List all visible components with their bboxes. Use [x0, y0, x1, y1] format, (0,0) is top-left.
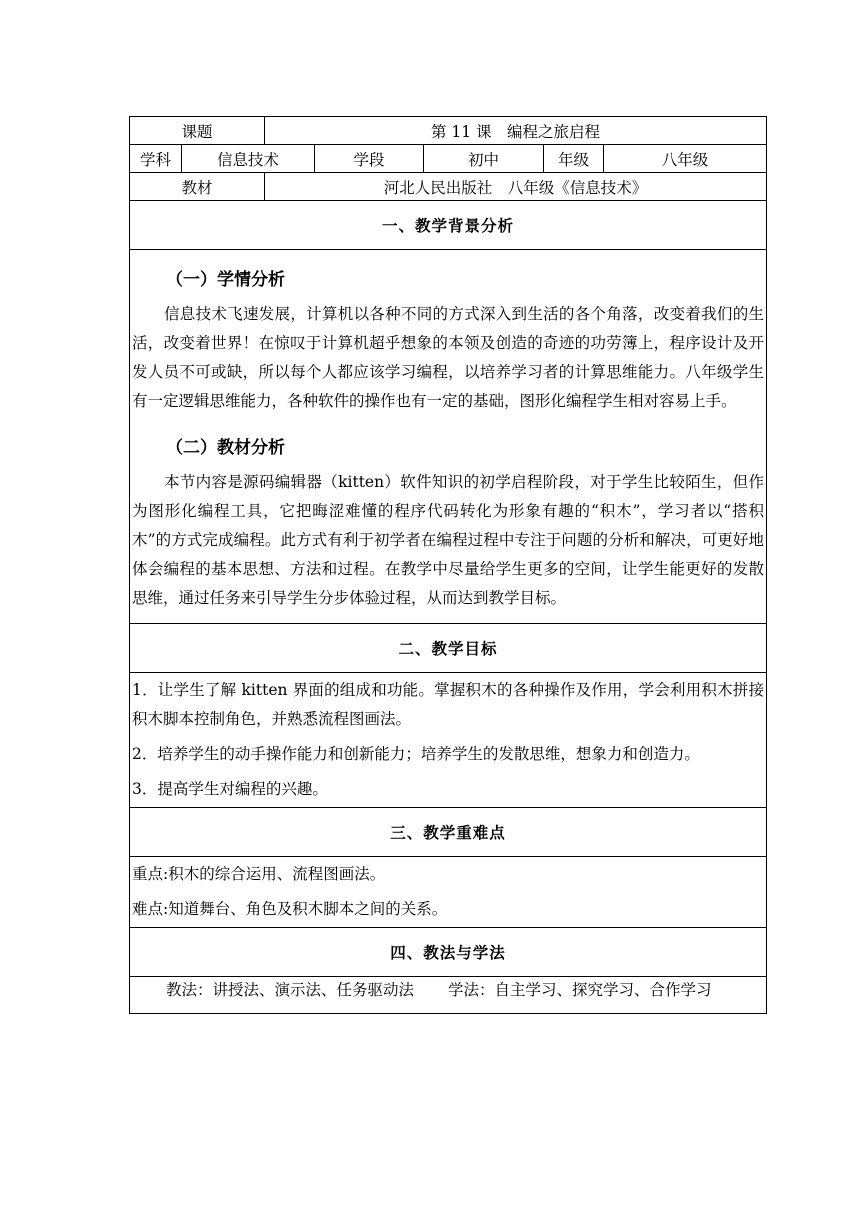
section-title-methods: 四、教法与学法	[130, 928, 767, 977]
objective-item: 1．让学生了解 kitten 界面的组成和功能。掌握积木的各种操作及作用，学会利用积木拼接积木脚本控制角色，并熟悉流程图画法。	[132, 681, 765, 728]
subheading-student-analysis: （一）学情分析	[166, 270, 285, 290]
objective-item: 3．提高学生对编程的兴趣。	[132, 780, 328, 798]
lesson-plan-document	[129, 116, 766, 1014]
textbook-value: 河北人民出版社 八年级《信息技术》	[265, 173, 767, 201]
textbook-row	[130, 173, 767, 201]
stage-label: 学段	[315, 145, 424, 173]
section-methods-body	[130, 977, 767, 1014]
student-analysis-text: 信息技术飞速发展，计算机以各种不同的方式深入到生活的各个角落，改变着我们的生活，改变着世界！在惊叹于计算机超乎想象的本领及创造的奇迹的功劳簿上，程序设计及开发人员不可或缺，所以每个人都应该学习编程，以培养学习者的计算思维能力。八年级学生有一定逻辑思维能力，各种软件的操作也有一定的基础，图形化编程学生相对容易上手。	[132, 305, 765, 410]
section-title-row	[130, 624, 767, 673]
grade-label: 年级	[544, 145, 604, 173]
topic-value: 第 11 课 编程之旅启程	[265, 117, 767, 145]
objective-item: 2．培养学生的动手操作能力和创新能力；培养学生的发散思维，想象力和创造力。	[132, 745, 700, 763]
section-background-body	[130, 250, 767, 624]
learning-methods-text: 学法：自主学习、探究学习、合作学习	[448, 981, 712, 999]
section-title-key-points: 三、教学重难点	[130, 808, 767, 857]
subject-row	[130, 145, 767, 173]
section-objectives-body	[130, 673, 767, 808]
textbook-label: 教材	[130, 173, 265, 201]
section-title-row	[130, 928, 767, 977]
section-title-objectives: 二、教学目标	[130, 624, 767, 673]
topic-row	[130, 117, 767, 145]
difficult-point-text: 难点:知道舞台、角色及积木脚本之间的关系。	[132, 900, 448, 918]
teaching-methods-text: 教法：讲授法、演示法、任务驱动法	[166, 981, 415, 999]
stage-value: 初中	[424, 145, 544, 173]
topic-label: 课题	[130, 117, 265, 145]
lesson-plan-table	[129, 116, 767, 1014]
section-title-background: 一、教学背景分析	[130, 201, 767, 250]
section-title-row	[130, 201, 767, 250]
section-title-row	[130, 808, 767, 857]
key-point-text: 重点:积木的综合运用、流程图画法。	[132, 865, 386, 883]
subject-label: 学科	[130, 145, 182, 173]
grade-value: 八年级	[604, 145, 767, 173]
subheading-textbook-analysis: （二）教材分析	[166, 438, 285, 458]
textbook-analysis-text: 本节内容是源码编辑器（kitten）软件知识的初学启程阶段，对于学生比较陌生，但作为图形化编程工具，它把晦涩难懂的程序代码转化为形象有趣的“积木”，学习者以“搭积木”的方式完成编程。此方式有利于初学者在编程过程中专注于问题的分析和解决，可更好地体会编程的基本思想、方法和过程。在教学中尽量给学生更多的空间，让学生能更好的发散思维，通过任务来引导学生分步体验过程，从而达到教学目标。	[132, 473, 765, 607]
subject-value: 信息技术	[182, 145, 315, 173]
section-key-points-body	[130, 857, 767, 928]
